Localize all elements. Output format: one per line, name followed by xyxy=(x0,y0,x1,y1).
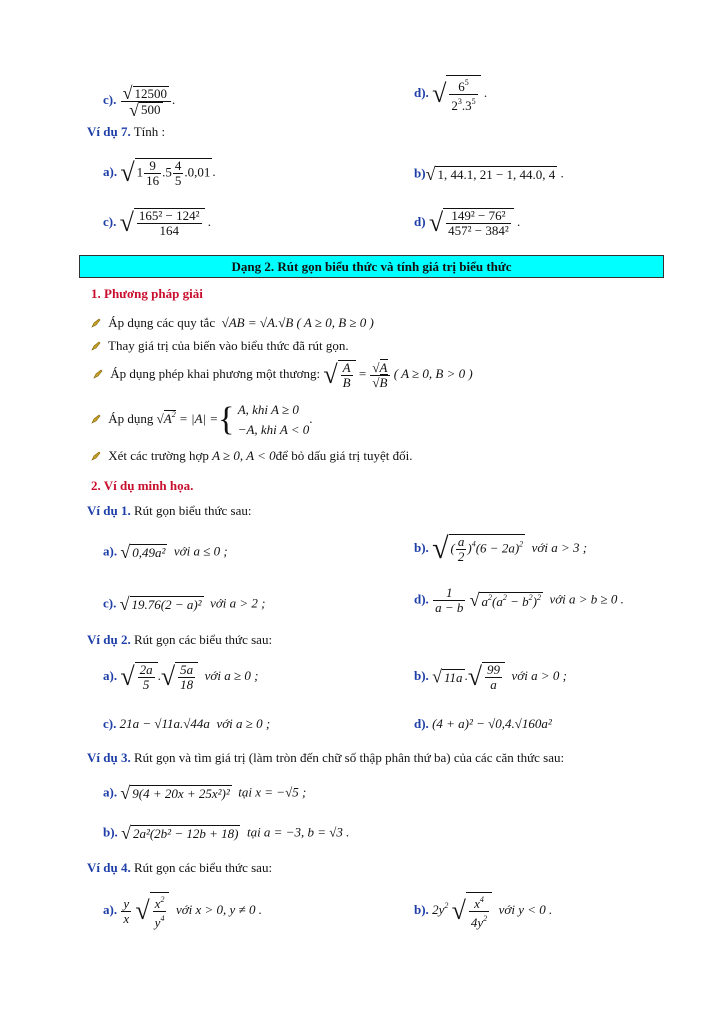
pencil-icon xyxy=(91,414,101,424)
vd7-a: a). √ 1 $\frac{9}{16}$ .5 $\frac{4}{5}$ .0,01 . xyxy=(103,158,216,188)
vd7-d: d) √ $\frac{\text{149² − 76²}}{\text{457² − 384²}}$ . xyxy=(414,208,521,238)
section-method-title: 1. Phương pháp giải xyxy=(91,286,203,301)
vd1-c: c). √ 19.76(2 − a)² với a > 2 ; xyxy=(103,594,266,614)
vd1-heading: Ví dụ 1. Rút gọn biểu thức sau: xyxy=(87,503,252,518)
vd4-a: a). $\frac{y}{x}$ √ $\frac{x^2}{y^4}$ với x > 0, y ≠ 0 . xyxy=(103,892,262,930)
fraction-c-top: $\frac{√ 12500}{√ 500}$ xyxy=(121,85,171,117)
item-d-top: d). √ $\frac{6^5}{2^3.3^5}$ . xyxy=(414,75,487,113)
section-example-title: 2. Ví dụ minh họa. xyxy=(91,478,194,493)
vd1-a: a). √ 0,49a² với a ≤ 0 ; xyxy=(103,542,228,562)
vd7-heading: Ví dụ 7. Tính : xyxy=(87,124,166,139)
label-d: d). xyxy=(414,84,429,100)
vd2-b: b). √ 11a .√ $\frac{99}{a}$ với a > 0 ; xyxy=(414,662,567,692)
vd7-b: b)√ 1, 44.1, 21 − 1, 44.0, 4 . xyxy=(414,164,564,184)
vd2-a: a). √ $\frac{2a}{5}$ .√ $\frac{5a}{18}$ với a ≥ 0 ; xyxy=(103,662,259,692)
vd1-b: b). √ ( $\frac{a}{2}$ )$^4(6 - 2a)^2$ với a > 3 ; xyxy=(414,532,588,565)
vd3-b: b). √ 2a²(2b² − 12b + 18) tại a = −3, b = √3 . xyxy=(103,823,350,843)
label-c: c). xyxy=(103,92,117,107)
bullet-2: Thay giá trị của biến vào biểu thức đã rút gọn. xyxy=(91,338,349,354)
vd4-b: b). $2y^2$ √ $\frac{x^4}{4y^2}$ với y < 0 . xyxy=(414,892,552,930)
pencil-icon xyxy=(93,369,103,379)
vd3-a: a). √ 9(4 + 20x + 25x²)² tại x = −√5 ; xyxy=(103,783,307,803)
radical-d-top: $\frac{6^5}{2^3.3^5}$ xyxy=(446,75,480,113)
vd7-c: c). √ $\frac{\text{165² − 124²}}{164}$ . xyxy=(103,208,212,238)
vd4-heading: Ví dụ 4. Rút gọn các biểu thức sau: xyxy=(87,860,273,875)
bullet-1: Áp dụng các quy tắc √AB = √A.√B ( A ≥ 0, B ≥ 0 ) xyxy=(91,315,374,331)
vd1-d: d). $\frac{1}{a - b}$ √ $a^2(a^2 - b^2)^2$ với a > b ≥ 0 . xyxy=(414,585,624,615)
bullet-3: Áp dụng phép khai phương một thương: √ $\frac{A}{B}$ = $\frac{√A}{√B}$ ( A ≥ 0, B > 0 ) xyxy=(93,360,473,390)
bullet-4: Áp dụng $√A^2 = |A|$ ={ A, khi A ≥ 0 −A, khi A < 0 . xyxy=(91,400,313,440)
pencil-icon xyxy=(91,451,101,461)
item-c-top: c). $\frac{√ 12500}{√ 500}$ . xyxy=(103,83,176,120)
pencil-icon xyxy=(91,318,101,328)
section-banner: Dạng 2. Rút gọn biểu thức và tính giá trị biểu thức xyxy=(79,255,664,278)
vd3-heading: Ví dụ 3. Rút gọn và tìm giá trị (làm tròn đến chữ số thập phân thứ ba) của các căn thức sau: xyxy=(87,750,565,765)
vd2-d: d). (4 + a)² − √0,4.√160a² xyxy=(414,716,552,731)
bullet-5: Xét các trường hợp A ≥ 0, A < 0để bỏ dấu giá trị tuyệt đối. xyxy=(91,448,413,464)
vd2-heading: Ví dụ 2. Rút gọn các biểu thức sau: xyxy=(87,632,273,647)
pencil-icon xyxy=(91,341,101,351)
vd2-c: c). 21a − √11a.√44a với a ≥ 0 ; xyxy=(103,716,271,731)
